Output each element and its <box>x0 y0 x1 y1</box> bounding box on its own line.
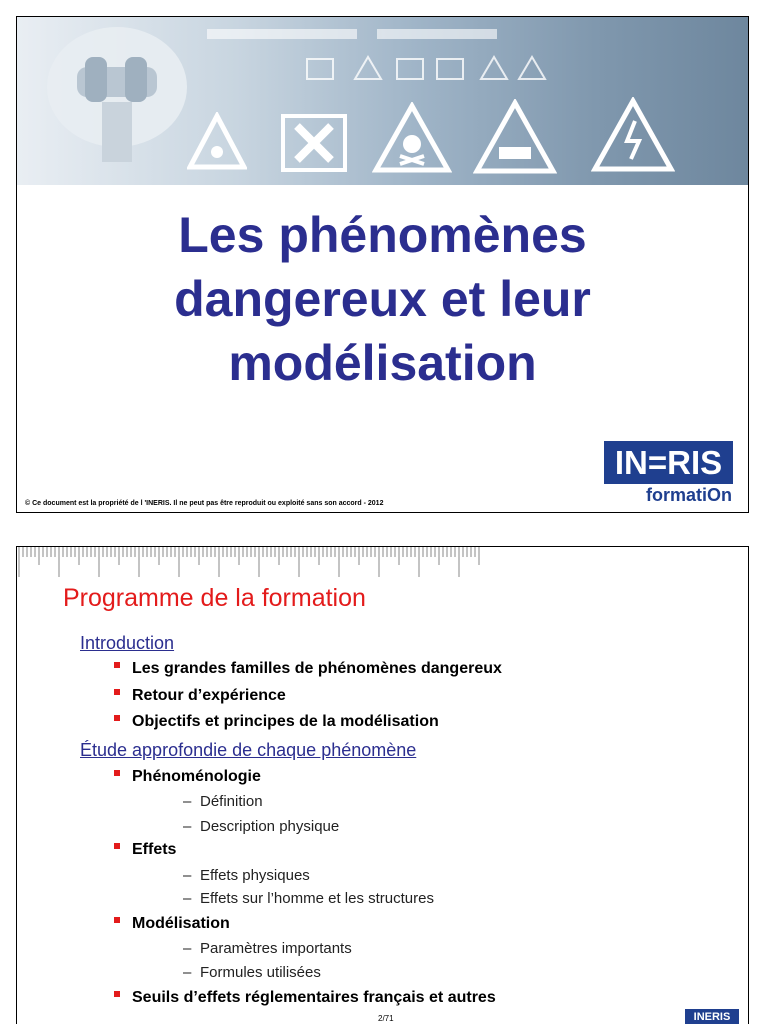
title-line: Les phénomènes <box>178 207 587 263</box>
list-item: Effets <box>114 841 176 859</box>
ruler-decoration <box>17 547 487 583</box>
logo-subtitle: formatiOn <box>646 485 733 505</box>
section-introduction: Introduction <box>80 633 175 653</box>
list-item: Modélisation <box>114 915 230 933</box>
list-item: Seuils d’effets réglementaires français et autres <box>114 989 496 1007</box>
corrosive-icon <box>473 99 557 175</box>
slide-title: Programme de la formation <box>63 584 366 612</box>
title-line: modélisation <box>228 335 537 391</box>
list-item: Les grandes familles de phénomènes dangereux <box>114 660 502 678</box>
slide-title <box>17 203 748 395</box>
title-slide <box>16 16 749 513</box>
ineris-logo: IN=RIS <box>604 441 733 484</box>
sub-item: – Définition <box>183 793 263 810</box>
program-slide <box>16 546 749 1024</box>
list-item: Phénoménologie <box>114 768 261 786</box>
list-item: Objectifs et principes de la modélisation <box>114 713 439 731</box>
sub-item: – Formules utilisées <box>183 964 321 981</box>
electric-hazard-icon <box>591 97 675 173</box>
explosive-icon <box>187 112 247 172</box>
sub-item: – Effets sur l’homme et les structures <box>183 890 434 907</box>
harmful-icon <box>279 112 349 174</box>
ineris-logo-small: INERIS <box>685 1009 739 1024</box>
sub-item: – Effets physiques <box>183 867 310 884</box>
title-line: dangereux et leur <box>174 271 591 327</box>
list-item: Retour d’expérience <box>114 687 286 705</box>
header-banner <box>17 17 748 185</box>
sub-item: – Description physique <box>183 818 340 835</box>
section-etude: Étude approfondie de chaque phénomène <box>80 740 417 760</box>
sub-item: – Paramètres importants <box>183 940 352 957</box>
copyright-notice: © Ce document est la propriété de l 'INERIS. Il ne peut pas être reproduit ou exploité sans son accord - 2012 <box>25 500 384 507</box>
toxic-icon <box>372 102 452 174</box>
page-number: 2/71 <box>378 1014 394 1023</box>
